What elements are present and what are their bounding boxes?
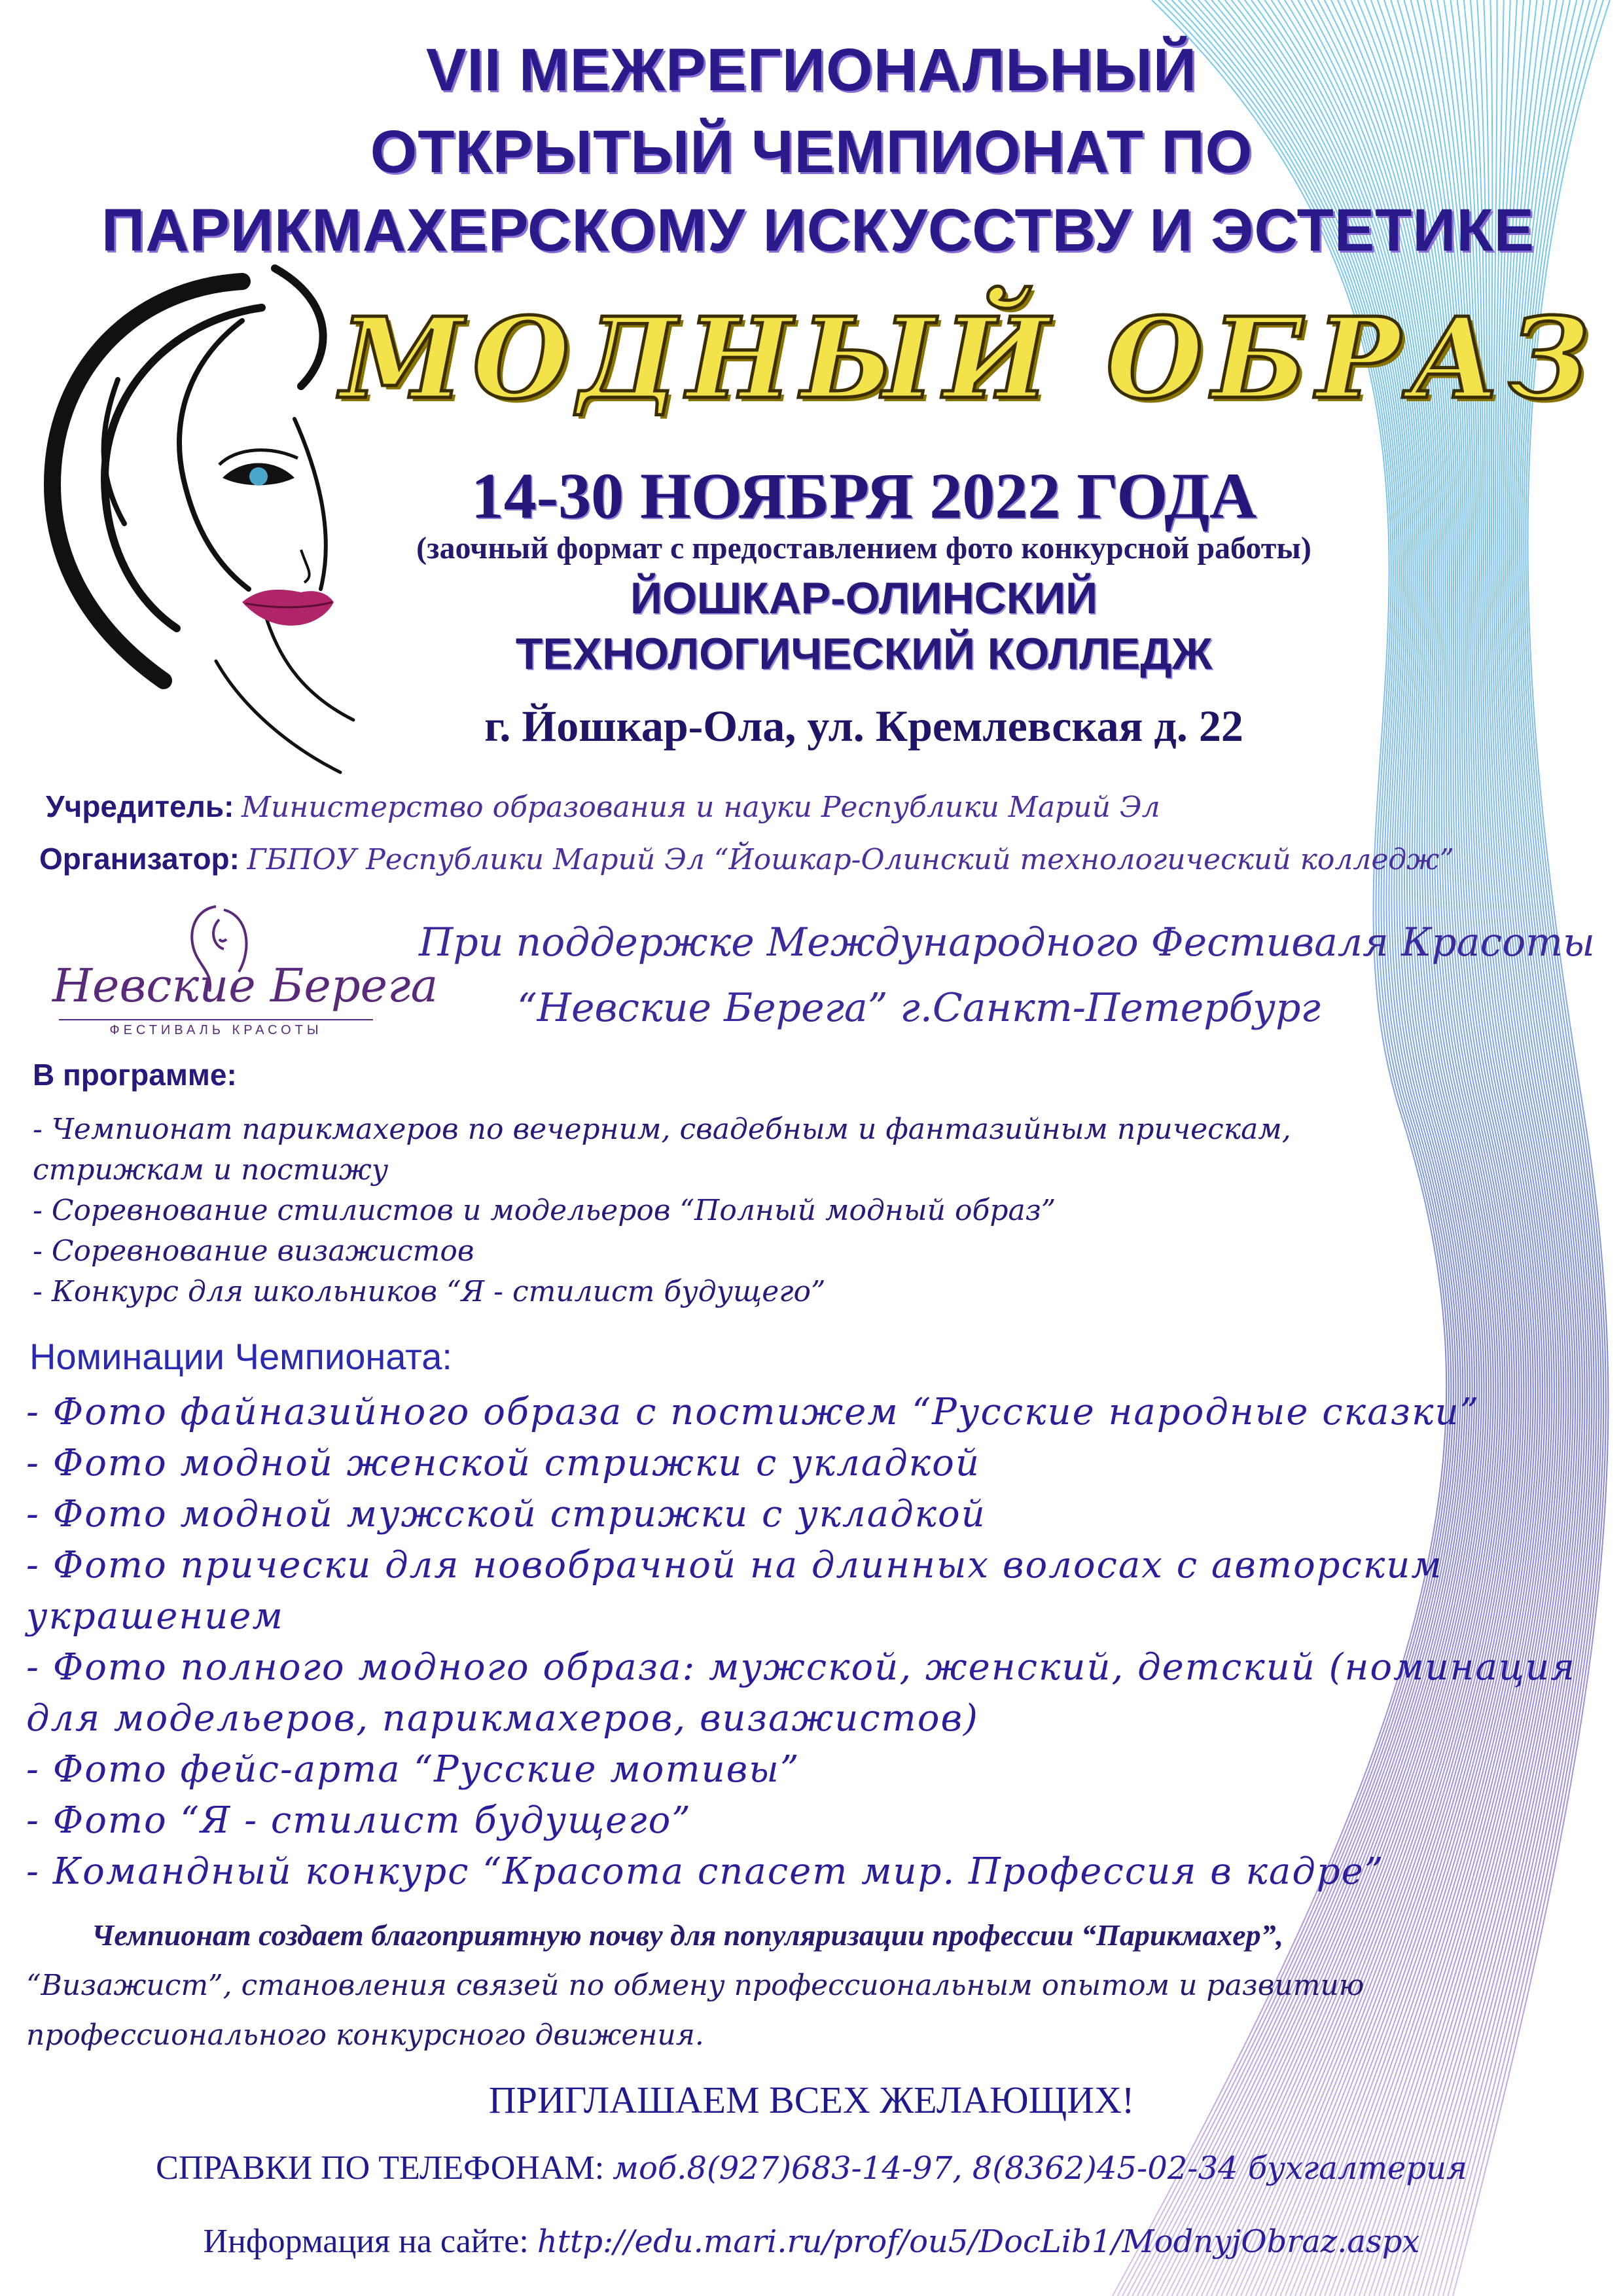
event-date: 14-30 НОЯБРЯ 2022 ГОДА	[471, 459, 1257, 532]
venue-address: г. Йошкар-Ола, ул. Кремлевская д. 22	[484, 701, 1243, 751]
phones-label: СПРАВКИ ПО ТЕЛЕФОНАМ:	[156, 2149, 605, 2187]
founder-label: Учредитель:	[46, 789, 234, 823]
nomination-item: - Фото файназийного образа с постижем “Русские народные сказки”	[26, 1391, 1480, 1433]
venue-line-2: ТЕХНОЛОГИЧЕСКИЙ КОЛЛЕДЖ	[515, 629, 1213, 679]
nomination-item: - Фото “Я - стилист будущего”	[26, 1799, 692, 1842]
nomination-item: - Командный конкурс “Красота спасет мир. Профессия в кадре”	[26, 1850, 1385, 1893]
program-item: стрижкам и постижу	[33, 1153, 389, 1187]
website-label: Информация на сайте:	[203, 2223, 529, 2260]
nominations-list	[26, 1391, 1576, 1901]
nomination-item: - Фото прически для новобрачной на длинных волосах с авторским	[26, 1544, 1443, 1587]
description-line-3: профессионального конкурсного движения.	[26, 2018, 704, 2052]
description-line-1: Чемпионат создает благоприятную почву для популяризации профессии “Парикмахер”,	[92, 1918, 1284, 1952]
program-item: - Соревнование визажистов	[33, 1234, 474, 1268]
phones-row	[0, 2149, 1623, 2187]
organizer-label: Организатор:	[39, 842, 240, 876]
partner-logo	[52, 900, 438, 1037]
nomination-item: - Фото полного модного образа: мужской, женский, детский (номинация	[26, 1646, 1577, 1689]
founder-value: Министерство образования и науки Республики Марий Эл	[241, 791, 1160, 824]
header-line-1: VII МЕЖРЕГИОНАЛЬНЫЙ	[425, 37, 1198, 103]
format-note: (заочный формат с предоставлением фото конкурсной работы)	[416, 531, 1311, 565]
invite-text: ПРИГЛАШАЕМ ВСЕХ ЖЕЛАЮЩИХ!	[488, 2079, 1135, 2121]
website-row	[0, 2222, 1623, 2261]
nomination-item: - Фото модной мужской стрижки с укладкой	[26, 1493, 986, 1535]
venue-line-1: ЙОШКАР-ОЛИНСКИЙ	[630, 573, 1097, 623]
organizer-row	[39, 841, 1454, 876]
program-list	[33, 1113, 1291, 1316]
partner-logo-tagline: ФЕСТИВАЛЬ КРАСОТЫ	[109, 1023, 323, 1037]
description-line-2: “Визажист”, становления связей по обмену профессиональным опытом и развитию	[26, 1969, 1364, 2002]
nomination-item: украшением	[26, 1595, 284, 1638]
program-item: - Чемпионат парикмахеров по вечерним, свадебным и фантазийным прическам,	[33, 1113, 1291, 1146]
organizer-value: ГБПОУ Республики Марий Эл “Йошкар-Олинский технологический колледж”	[247, 843, 1454, 876]
header-line-2: ОТКРЫТЫЙ ЧЕМПИОНАТ ПО	[370, 118, 1253, 185]
phones-value: моб.8(927)683-14-97, 8(8362)45-02-34 бухгалтерия	[613, 2150, 1467, 2187]
support-line-2: “Невские Берега” г.Санкт-Петербург	[517, 985, 1321, 1031]
partner-logo-name: Невские Берега	[52, 959, 438, 1013]
nomination-item: - Фото модной женской стрижки с укладкой	[26, 1442, 980, 1484]
founder-row	[46, 789, 1160, 824]
header-line-3: ПАРИКМАХЕРСКОМУ ИСКУССТВУ И ЭСТЕТИКЕ	[101, 197, 1535, 264]
program-item: - Соревнование стилистов и модельеров “Полный модный образ”	[33, 1194, 1056, 1227]
event-name: МОДНЫЙ ОБРАЗ	[340, 293, 1599, 424]
program-heading: В программе:	[33, 1058, 237, 1092]
support-line-1: При поддержке Международного Фестиваля Красоты	[419, 920, 1596, 965]
program-item: - Конкурс для школьников “Я - стилист будущего”	[33, 1275, 826, 1308]
nominations-heading: Номинации Чемпионата:	[29, 1336, 452, 1377]
nomination-item: для модельеров, парикмахеров, визажистов)	[26, 1697, 979, 1740]
partner-logo-divider	[59, 1019, 373, 1020]
website-link[interactable]: http://edu.mari.ru/prof/ou5/DocLib1/ModnyjObraz.aspx	[537, 2223, 1420, 2260]
nomination-item: - Фото фейс-арта “Русские мотивы”	[26, 1748, 800, 1791]
